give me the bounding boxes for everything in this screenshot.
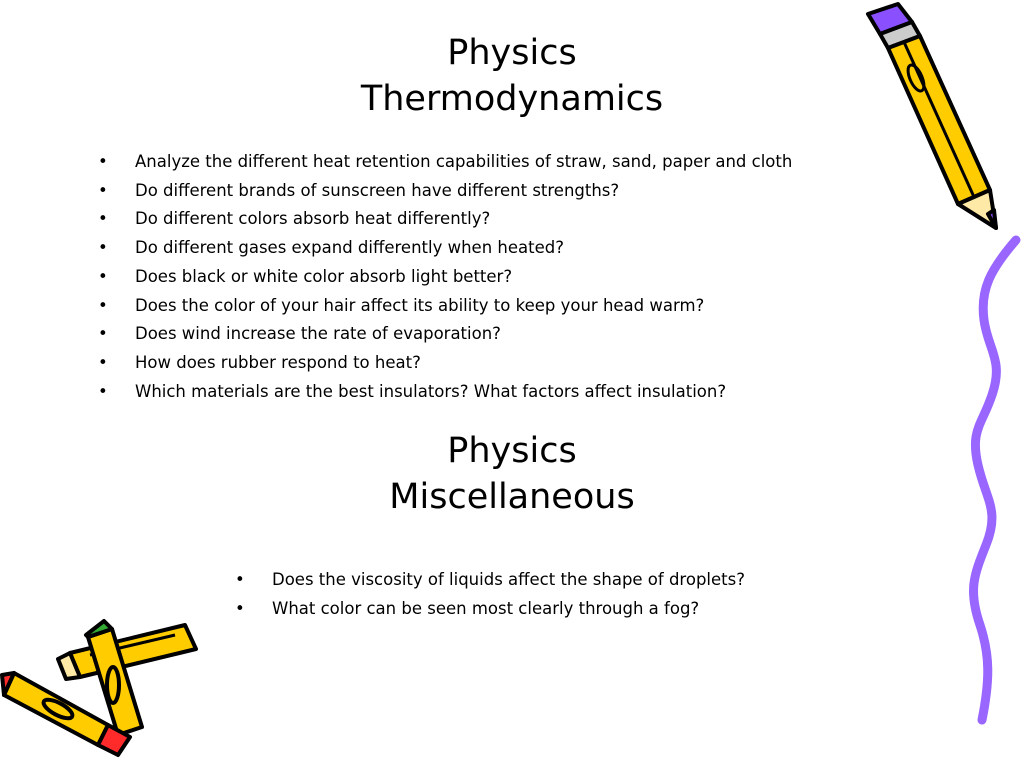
title-line: Physics — [447, 33, 577, 73]
title-line: Physics — [447, 431, 577, 471]
miscellaneous-list — [235, 566, 875, 623]
section-title-miscellaneous — [0, 428, 1024, 520]
list-item: • Do different brands of sunscreen have different strengths? — [98, 177, 898, 206]
list-item: • Do different gases expand differently when heated? — [98, 234, 898, 263]
list-item: • How does rubber respond to heat? — [98, 349, 898, 378]
list-item: • Do different colors absorb heat differently? — [98, 205, 898, 234]
title-line: Miscellaneous — [389, 477, 635, 517]
list-item: • Analyze the different heat retention capabilities of straw, sand, paper and cloth — [98, 148, 898, 177]
squiggle-line-icon — [960, 230, 1024, 730]
list-item: • Does wind increase the rate of evaporation? — [98, 320, 898, 349]
list-item: • Which materials are the best insulators? What factors affect insulation? — [98, 378, 898, 407]
list-item: • Does black or white color absorb light better? — [98, 263, 898, 292]
pencil-clipart-icon — [840, 0, 1020, 250]
list-item: • Does the color of your hair affect its ability to keep your head warm? — [98, 292, 898, 321]
title-line: Thermodynamics — [360, 79, 664, 119]
list-item: • What color can be seen most clearly through a fog? — [235, 595, 875, 624]
thermodynamics-list — [98, 148, 898, 406]
crayons-clipart-icon — [0, 615, 210, 765]
list-item: • Does the viscosity of liquids affect the shape of droplets? — [235, 566, 875, 595]
